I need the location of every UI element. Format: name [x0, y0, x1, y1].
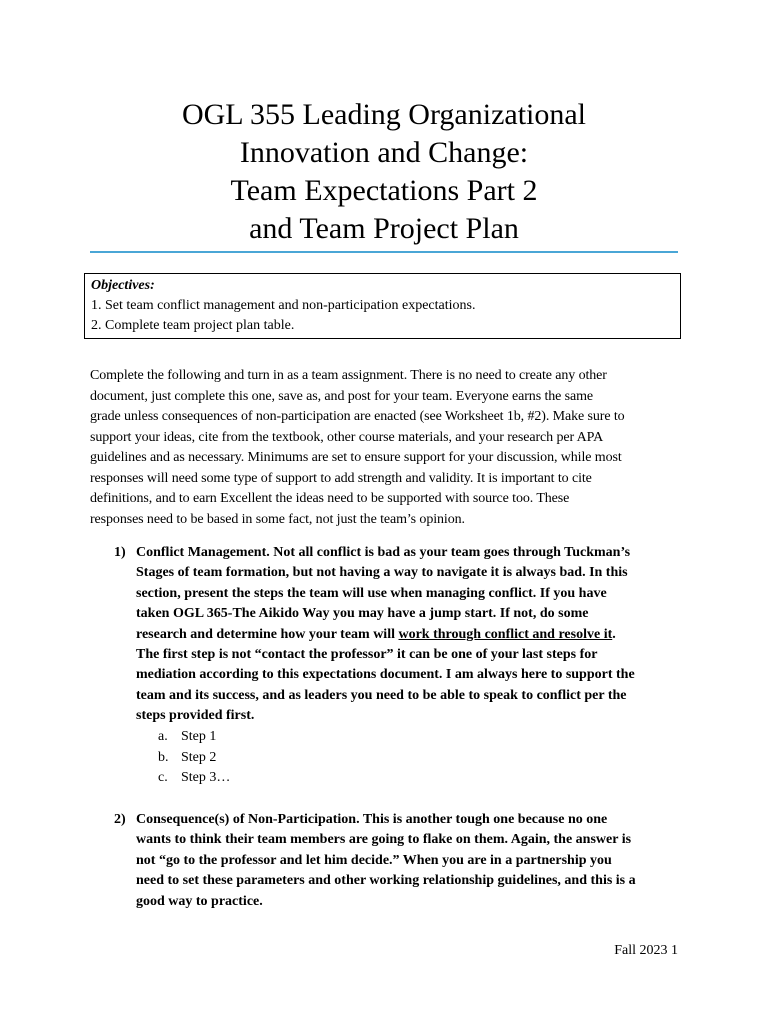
intro-line: responses need to be based in some fact, not just the team’s opinion.: [90, 511, 465, 527]
step-text: Step 1: [181, 729, 217, 744]
intro-line: responses will need some type of support to add strength and validity. It is important to cite: [90, 470, 592, 486]
intro-line: guidelines and as necessary. Minimums are set to ensure support for your discussion, while most: [90, 450, 622, 465]
title-line: Team Expectations Part 2: [230, 174, 538, 207]
objective-item: 1. Set team conflict management and non-participation expectations.: [91, 298, 476, 313]
objective-item: 2. Complete team project plan table.: [91, 318, 295, 333]
step-text: Step 2: [181, 749, 217, 765]
list-item-body: [136, 810, 684, 912]
title-divider: [90, 251, 678, 253]
step-item: [158, 748, 230, 769]
title-line: OGL 355 Leading Organizational: [181, 98, 587, 131]
list-number: 2): [114, 812, 126, 827]
list-item-non-participation: [114, 810, 684, 912]
step-letter: b.: [158, 749, 169, 765]
intro-line: support your ideas, cite from the textbook, other course materials, and your research per APA: [90, 429, 604, 445]
intro-line: grade unless consequences of non-participation are enacted (see Worksheet 1b, #2). Make sure to: [90, 409, 625, 424]
item-line: good way to practice.: [136, 893, 263, 909]
item-line: taken OGL 365-The Aikido Way you may have a jump start. If not, do some: [136, 606, 589, 622]
list-item-body: [136, 543, 684, 727]
item-line: The first step is not “contact the professor” it can be one of your last steps for: [136, 647, 598, 663]
item-line: need to set these parameters and other working relationship guidelines, and this is a: [136, 873, 636, 889]
intro-line: definitions, and to earn Excellent the ideas need to be supported with source too. These: [90, 491, 570, 506]
objectives-box: [84, 273, 681, 339]
intro-paragraph: [90, 366, 680, 530]
item-line-text: research and determine how your team will: [136, 626, 399, 642]
list-number: 1): [114, 545, 126, 560]
list-item-conflict-management: [114, 543, 684, 727]
underlined-phrase: work through conflict and resolve it: [398, 626, 613, 642]
objectives-heading: Objectives:: [91, 278, 155, 293]
step-letter: a.: [158, 729, 168, 744]
item-line: not “go to the professor and let him decide.” When you are in a partnership you: [136, 852, 612, 868]
step-text: Step 3…: [181, 770, 231, 785]
item-line: wants to think their team members are going to flake on them. Again, the answer is: [136, 832, 632, 848]
document-title: [90, 96, 678, 248]
steps-list: [158, 727, 230, 789]
title-line: Innovation and Change:: [239, 136, 529, 169]
intro-line: document, just complete this one, save as, and post for your team. Everyone earns the same: [90, 388, 594, 404]
item-line: section, present the steps the team will use when managing conflict. If you have: [136, 585, 607, 601]
step-letter: c.: [158, 770, 168, 785]
item-line: Conflict Management. Not all conflict is bad as your team goes through Tuckman’s: [136, 545, 631, 560]
step-item: [158, 768, 230, 789]
title-line: and Team Project Plan: [249, 212, 519, 245]
item-line-mixed: [136, 625, 684, 645]
page-footer: Fall 2023 1: [614, 943, 678, 958]
item-line: mediation according to this expectations document. I am always here to support the: [136, 667, 635, 683]
item-line: steps provided first.: [136, 708, 255, 724]
intro-line: Complete the following and turn in as a team assignment. There is no need to create any other: [90, 368, 607, 383]
item-line: Stages of team formation, but not having a way to navigate it is always bad. In this: [136, 565, 628, 581]
item-line: Consequence(s) of Non-Participation. This is another tough one because no one: [136, 812, 608, 827]
step-item: [158, 727, 230, 748]
item-line: team and its success, and as leaders you need to be able to speak to conflict per the: [136, 687, 627, 703]
item-line-text: .: [612, 626, 616, 642]
